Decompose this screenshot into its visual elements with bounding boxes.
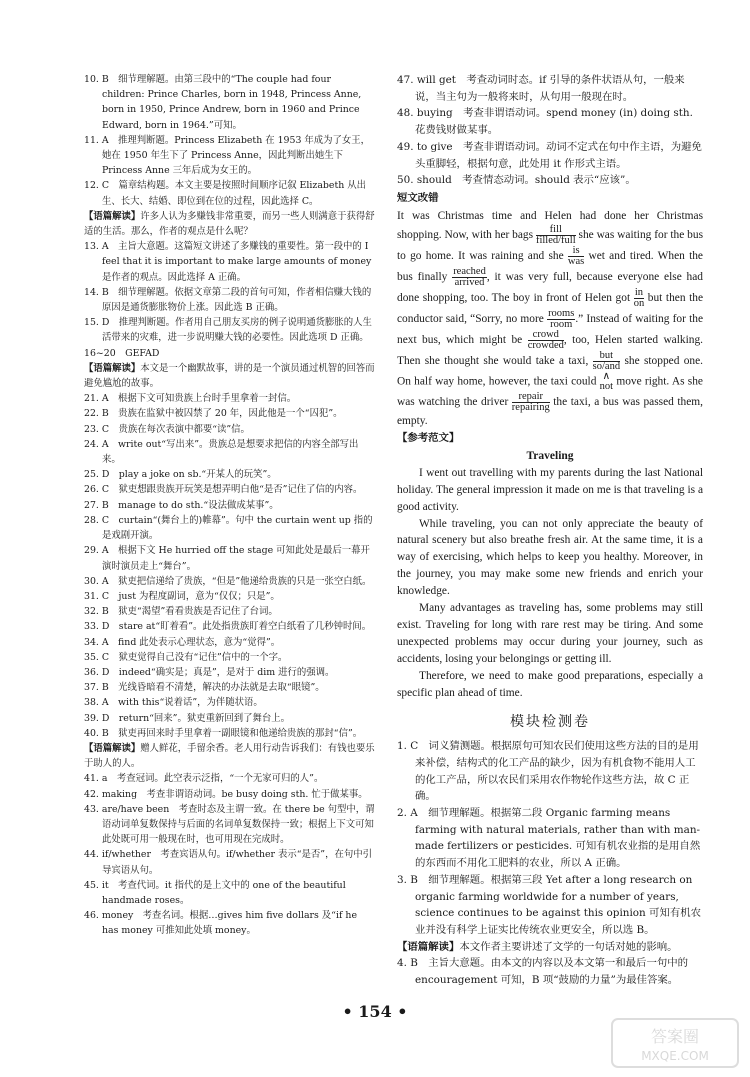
answer-item: 43. are/have been 考查时态及主谓一致。在 there be 句型中，谓语动词单复数保持与后面的名词单复数保持一致；根据上下文可知此处既可用一般现在时，也可用现在完成时。 <box>84 803 375 846</box>
correction-mark: is was <box>567 244 585 267</box>
answer-item: 11. A 推理判断题。Princess Elizabeth 在 1953 年成为了女王，她在 1950 年生下了 Princess Anne，因此判断出她生下 Princess Anne 三年后成为女王的。 <box>84 134 371 177</box>
answer-item: 34. A find 此处表示心理状态，意为“觉得”。 <box>84 636 281 648</box>
passage-note: 【语篇解读】本文是一个幽默故事，讲的是一个演员通过机智的回答而避免尴尬的故事。 <box>84 362 375 390</box>
answer-item: 50. should 考查情态动词。should 表示“应该”。 <box>397 174 636 187</box>
page-number: • 154 • <box>342 1002 408 1021</box>
answer-item: 30. A 狱吏把信递给了贵族，“但是”他递给贵族的只是一张空白纸。 <box>84 575 372 587</box>
answer-item: 15. D 推理判断题。作者用自己朋友买房的例子说明通货膨胀的人生活带来的灾难，进一步说明赚大钱的必要性。因此选项 D 正确。 <box>84 317 372 344</box>
answer-item: 42. making 考查非谓语动词。be busy doing sth. 忙于做某事。 <box>84 788 368 800</box>
left-column <box>84 72 376 939</box>
svg-text:MXQE.COM: MXQE.COM <box>641 1049 709 1063</box>
answer-item: 22. B 贵族在监狱中被囚禁了 20 年，因此他是一个“囚犯”。 <box>84 408 343 420</box>
correction-mark: fill filled/full <box>535 223 576 246</box>
answer-item: 49. to give 考查非谓语动词。动词不定式在句中作主语，为避免头重脚轻，根据句意，此处用 it 作形式主语。 <box>397 140 702 170</box>
answer-item: 4. B 主旨大意题。由本文的内容以及本文第一和最后一句中的 encouragement 可知，B 项“鼓励的力量”为最佳答案。 <box>397 957 689 987</box>
correction-mark: rooms room <box>548 307 575 330</box>
answer-item: 12. C 篇章结构题。本文主要是按照时间顺序记叙 Elizabeth 从出生、长大、结婚、即位到在位的过程，因此选择 C。 <box>84 180 366 207</box>
answers-47-50 <box>397 72 703 189</box>
essay-paragraph: While traveling, you can not only appreciate the beauty of natural scenery but also breathe fresh air. At the same time, it is a way of exercising, which helps to keep you healthy. Moreover, in the journey, you may make some new friends and enrich your knowledge. <box>397 517 703 598</box>
sample-essay-heading: 【参考范文】 <box>397 432 460 445</box>
essay-paragraph: Many advantages as traveling has, some problems may still exist. Traveling for long with rare rest may be tiring. And some unexpected problems may occur during your journey, such as accidents, losing your belongings or getting ill. <box>397 602 703 665</box>
answer-item: 37. B 光线昏暗看不清楚，解决的办法就是去取“眼镜”。 <box>84 682 325 694</box>
answer-item: 3. B 细节理解题。根据第三段 Yet after a long research on organic farming worldwide for a number of years, science continues to be against this opinion 可知有机农业并没有科学上证实比传统农业更安全，所以选 B。 <box>397 873 702 936</box>
answer-item: 38. A with this“说着话”，为伴随状语。 <box>84 697 263 709</box>
correction-mark: ∧ not <box>599 370 614 392</box>
correction-mark: crowd crowded <box>527 328 564 351</box>
correction-mark: repair repairing <box>511 390 550 413</box>
answer-item: 33. D stare at“盯着看”。此处指贵族盯着空白纸看了几秒钟时间。 <box>84 621 372 633</box>
passage-note: 【语篇解读】本文作者主要讲述了文学的一句话对她的影响。 <box>397 940 678 953</box>
answer-item: 16~20 GEFAD <box>84 347 160 359</box>
watermark-logo <box>610 1017 740 1069</box>
essay-paragraph: Therefore, we need to make good preparations, especially a specific plan ahead of time. <box>397 669 703 699</box>
answer-item: 40. B 狱吏再回来时手里拿着一副眼镜和他递给贵族的那封“信”。 <box>84 727 363 739</box>
correction-heading: 短文改错 <box>397 191 439 204</box>
right-column <box>397 72 703 989</box>
svg-text:答案圈: 答案圈 <box>650 1027 700 1046</box>
answer-item: 45. it 考查代词。it 指代的是上文中的 one of the beautiful handmade roses。 <box>84 879 346 906</box>
answer-item: 1. C 词义猜测题。根据原句可知农民们使用这些方法的目的是用来补偿，结构式的化工产品的缺少，因为有机食物不能用人工的化工产品，所以农民们采用农作物轮作这些方法，故 C 正确。 <box>397 740 699 803</box>
passage-note: 【语篇解读】赠人鲜花，手留余香。老人用行动告诉我们：有钱也要乐于助人的人。 <box>84 742 375 770</box>
answer-item: 2. A 细节理解题。根据第二段 Organic farming means farming with natural materials, rather than with man-made fertilizers or pesticides. 可知有机农业指的是用自然的东西而不用化工肥料的农业，所以 A 正确。 <box>397 807 701 870</box>
answer-item: 28. C curtain“(舞台上的)帷幕”。句中 the curtain went up 指的是戏剧开演。 <box>84 514 373 542</box>
answer-item: 27. B manage to do sth.“设法做成某事”。 <box>84 499 279 511</box>
passage-note: 【语篇解读】许多人认为多赚钱非常重要，而另一些人则满意于获得舒适的生活。那么，作者的观点是什么呢？ <box>84 210 375 238</box>
answer-item: 31. C just 为程度副词，意为“仅仅；只是”。 <box>84 590 280 602</box>
essay-paragraph: I went out travelling with my parents during the last National holiday. The general impression it made on me is that traveling is a good activity. <box>397 466 703 513</box>
answer-item: 14. B 细节理解题。依据文章第二段的首句可知，作者相信赚大钱的原因是通货膨胀物价上涨。因此选 B 正确。 <box>84 286 372 314</box>
answer-item: 24. A write out“写出来”。贵族总是想要求把信的内容全部写出来。 <box>84 438 359 466</box>
answer-item: 46. money 考查名词。根据…gives him five dollars 及“if he has money 可推知此处填 money。 <box>84 910 358 937</box>
sample-essay <box>397 465 703 702</box>
answer-item: 25. D play a joke on sb.“开某人的玩笑”。 <box>84 469 277 481</box>
answer-item: 23. C 贵族在每次表演中都要“读”信。 <box>84 423 250 435</box>
essay-title: Traveling <box>526 450 574 463</box>
answer-item: 29. A 根据下文 He hurried off the stage 可知此处是最后一幕开演时演员走上“舞台”。 <box>84 545 370 572</box>
answer-item: 47. will get 考查动词时态。if 引导的条件状语从句，一般来说，当主句为一般将来时，从句用一般现在时。 <box>397 74 685 103</box>
answer-item: 13. A 主旨大意题。这篇短文讲述了多赚钱的重要性。第一段中的 I feel that it is important to make large amounts of money 是作者的观点。因此选择 A 正确。 <box>84 241 372 283</box>
answer-item: 32. B 狱吏“渴望”看看贵族是否记住了台词。 <box>84 606 278 618</box>
answer-item: 35. C 狱吏觉得自己没有“记住”信中的一个字。 <box>84 651 288 663</box>
module-answers <box>397 738 703 989</box>
answer-item: 44. if/whether 考查宾语从句。if/whether 表示“是否”，在句中引导宾语从句。 <box>84 849 372 876</box>
answer-item: 36. D indeed“确实是；真是”，是对于 dim 进行的强调。 <box>84 666 335 678</box>
answer-item: 48. buying 考查非谓语动词。spend money (in) doing sth. 花费钱财做某事。 <box>397 107 693 137</box>
answer-item: 39. D return“回来”。狱吏重新回到了舞台上。 <box>84 712 290 724</box>
answer-item: 21. A 根据下文可知贵族上台时手里拿着一封信。 <box>84 393 297 405</box>
answer-item: 10. B 细节理解题。由第三段中的“The couple had four children: Prince Charles, born in 1948, Princess Anne, born in 1950, Prince Andrew, born in 1960 and Prince Edward, born in 1964.”可知。 <box>84 74 362 131</box>
correction-mark: but so/and <box>592 349 621 372</box>
answer-item: 41. a 考查冠词。此空表示泛指，“一个无家可归的人”。 <box>84 773 324 785</box>
module-title: 模块检测卷 <box>510 713 590 730</box>
correction-passage: It was Christmas time and Helen had done her Christmas shopping. Now, with her bags fill filled/full she was waiting for the bus to go home. It was raining and she is was wet and tired. When the bus finally reached arrived , it was very full, because everyone else had done shopping, too. The boy in front of Helen got $\frac{in}{on}$ but then the conductor said, “Sorry, no more rooms room .” Instead of waiting for the next bus, which might be crowd crowded , too, Helen started walking. Then she thought she would take a taxi, but so/and she stopped one. On half way home, however, the taxi could ∧ not move right. As she was watching the driver repair repairing the taxi, a bus was passed them, empty. <box>397 209 704 427</box>
correction-mark: $\frac{in}{on}$ <box>633 286 645 309</box>
answer-item: 26. C 狱吏想跟贵族开玩笑是想弄明白他“是否”记住了信的内容。 <box>84 484 363 496</box>
correction-mark: reached arrived <box>453 265 486 288</box>
